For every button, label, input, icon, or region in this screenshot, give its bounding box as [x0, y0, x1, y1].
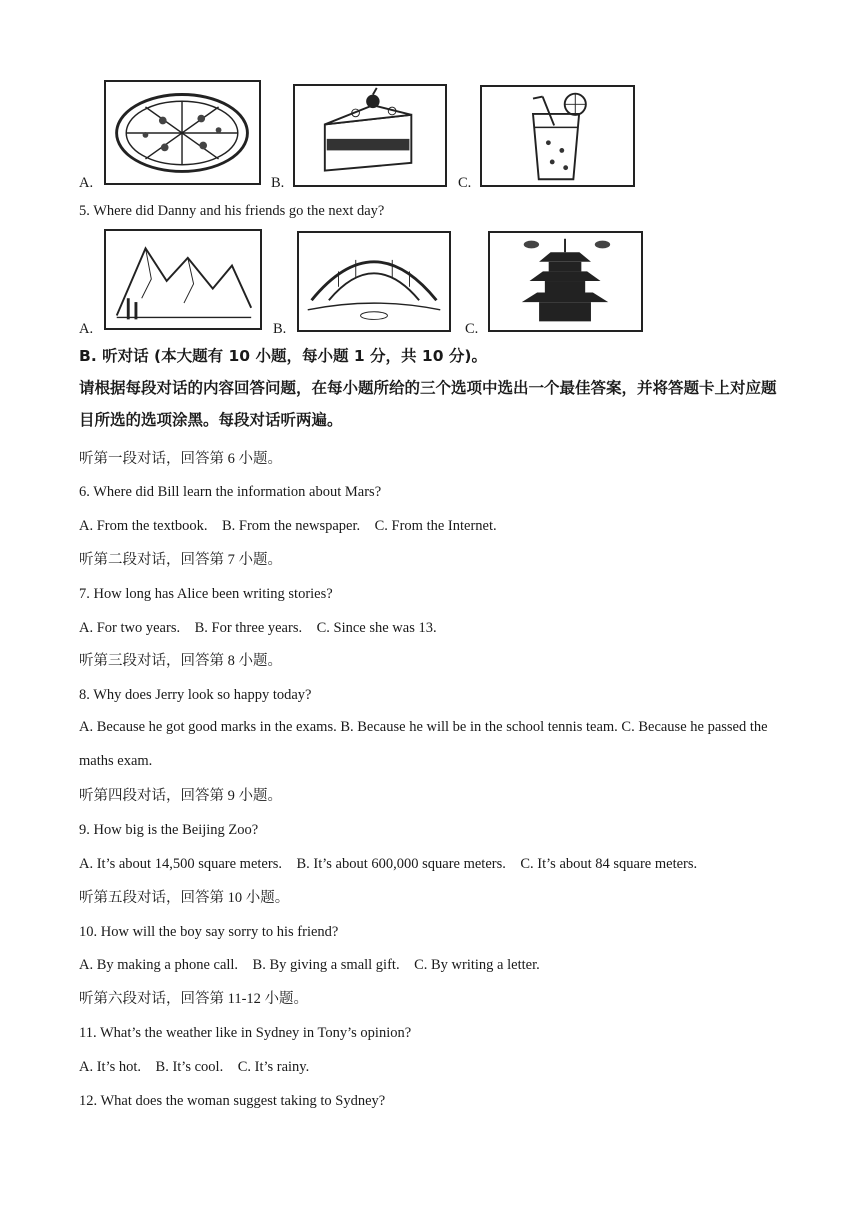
- pagoda-icon: [488, 231, 643, 332]
- question-10-options: A. By making a phone call. B. By giving a small gift. C. By writing a letter.: [79, 957, 540, 973]
- pizza-icon: [104, 80, 261, 185]
- mountain-icon: [104, 229, 262, 330]
- dialogue-5-instruction: 听第五段对话，回答第 10 小题。: [79, 890, 290, 906]
- option-a-label: A.: [79, 321, 94, 337]
- option-b-label: B.: [271, 175, 285, 191]
- section-b-title: B. 听对话 (本大题有 10 小题，每小题 1 分，共 10 分)。: [79, 347, 487, 365]
- section-b-instruction: 请根据每段对话的内容回答问题，在每小题所给的三个选项中选出一个最佳答案，并将答题卡上对应题目所选的选项涂黑。每段对话听两遍。: [79, 379, 777, 429]
- dialogue-6-instruction: 听第六段对话，回答第 11-12 小题。: [79, 991, 309, 1007]
- question-9: 9. How big is the Beijing Zoo?: [79, 822, 259, 838]
- question-7: 7. How long has Alice been writing stories?: [79, 586, 333, 602]
- question-11-options: A. It’s hot. B. It’s cool. C. It’s rainy.: [79, 1059, 310, 1075]
- question-8: 8. Why does Jerry look so happy today?: [79, 687, 312, 703]
- question-10: 10. How will the boy say sorry to his friend?: [79, 924, 339, 940]
- bridge-icon: [297, 231, 451, 332]
- question-6: 6. Where did Bill learn the information about Mars?: [79, 484, 382, 500]
- question-12: 12. What does the woman suggest taking to Sydney?: [79, 1093, 386, 1109]
- question-8-options: A. Because he got good marks in the exams. B. Because he will be in the school tennis team. C. Because he passed the maths exam.: [79, 719, 768, 769]
- question-7-options: A. For two years. B. For three years. C. Since she was 13.: [79, 620, 437, 636]
- dialogue-3-instruction: 听第三段对话，回答第 8 小题。: [79, 653, 282, 669]
- dialogue-4-instruction: 听第四段对话，回答第 9 小题。: [79, 788, 282, 804]
- question-5: 5. Where did Danny and his friends go the next day?: [79, 203, 385, 219]
- question-6-options: A. From the textbook. B. From the newspaper. C. From the Internet.: [79, 518, 497, 534]
- dialogue-2-instruction: 听第二段对话，回答第 7 小题。: [79, 552, 282, 568]
- dialogue-1-instruction: 听第一段对话，回答第 6 小题。: [79, 451, 282, 467]
- question-11: 11. What’s the weather like in Sydney in Tony’s opinion?: [79, 1025, 412, 1041]
- question-9-options: A. It’s about 14,500 square meters. B. It’s about 600,000 square meters. C. It’s about 84 square meters.: [79, 856, 698, 872]
- option-a-label: A.: [79, 175, 94, 191]
- cake-icon: [293, 84, 447, 187]
- option-c-label: C.: [465, 321, 479, 337]
- juice-icon: [480, 85, 635, 187]
- option-c-label: C.: [458, 175, 472, 191]
- option-b-label: B.: [273, 321, 287, 337]
